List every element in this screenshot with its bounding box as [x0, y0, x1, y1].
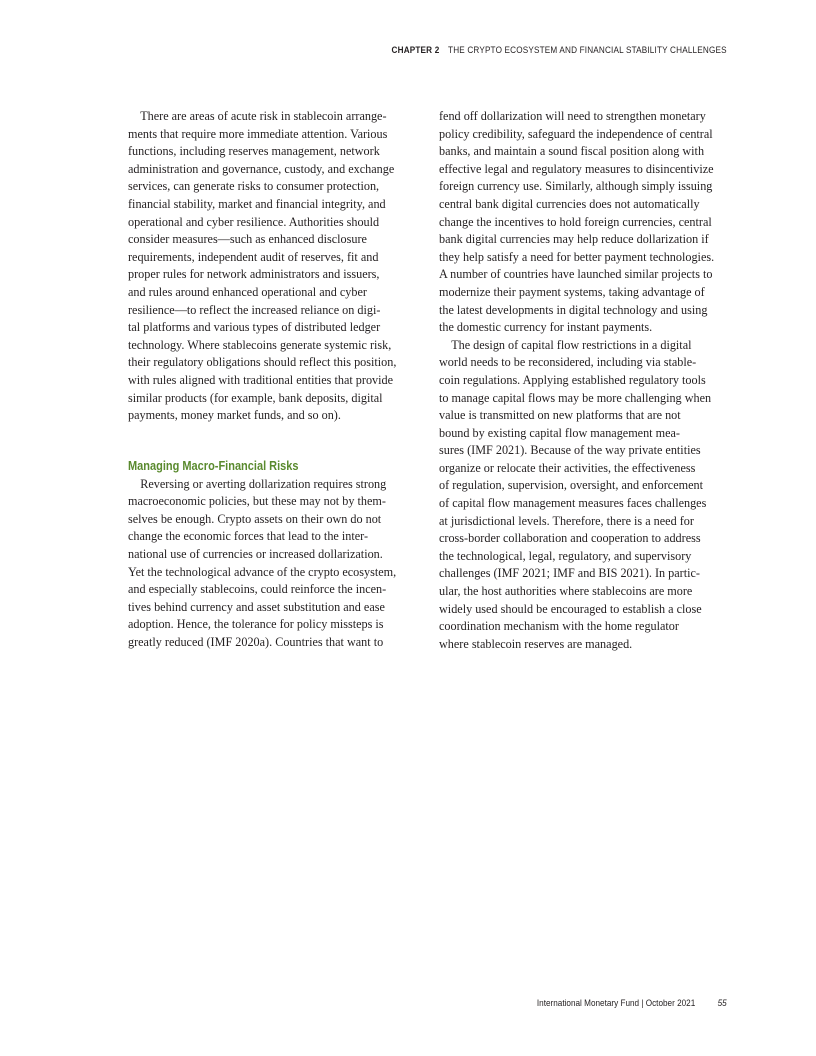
right-column: [439, 108, 729, 653]
paragraph-monetary-credibility: [439, 108, 729, 337]
text-line: organize or relocate their activities, the effectiveness: [439, 460, 696, 475]
text-line: macroeconomic policies, but these may not by them-: [128, 494, 386, 509]
text-line: payments, money market funds, and so on).: [128, 408, 341, 423]
text-line: at jurisdictional levels. Therefore, there is a need for: [439, 513, 694, 528]
text-line: The design of capital flow restrictions in a digital: [439, 337, 692, 352]
text-line: resilience—to reflect the increased reliance on digi-: [128, 302, 381, 317]
text-line: foreign currency use. Similarly, although simply issuing: [439, 179, 713, 194]
page-number: 55: [717, 998, 727, 1009]
text-line: sures (IMF 2021). Because of the way private entities: [439, 443, 701, 458]
chapter-label: CHAPTER 2: [391, 45, 440, 56]
text-line: bound by existing capital flow management mea-: [439, 425, 680, 440]
publication-info: International Monetary Fund | October 2021: [537, 998, 696, 1009]
paragraph-capital-flow: [439, 337, 729, 654]
text-line: the latest developments in digital technology and using: [439, 302, 708, 317]
text-line: greatly reduced (IMF 2020a). Countries that want to: [128, 635, 384, 650]
text-line: policy credibility, safeguard the independence of central: [439, 126, 713, 141]
text-line: bank digital currencies may help reduce dollarization if: [439, 232, 709, 247]
text-line: widely used should be encouraged to establish a close: [439, 601, 702, 616]
text-line: coordination mechanism with the home regulator: [439, 619, 679, 634]
text-line: banks, and maintain a sound fiscal position along with: [439, 144, 705, 159]
text-line: financial stability, market and financial integrity, and: [128, 196, 386, 211]
text-line: world needs to be reconsidered, including via stable-: [439, 355, 697, 370]
text-line: similar products (for example, bank deposits, digital: [128, 390, 383, 405]
text-line: coin regulations. Applying established regulatory tools: [439, 372, 706, 387]
text-line: selves be enough. Crypto assets on their own do not: [128, 511, 382, 526]
paragraph-stablecoin-risk: [128, 108, 418, 425]
text-line: where stablecoin reserves are managed.: [439, 636, 633, 651]
text-line: There are areas of acute risk in stablecoin arrange-: [128, 109, 387, 123]
text-line: adoption. Hence, the tolerance for policy missteps is: [128, 617, 384, 632]
text-line: ular, the host authorities where stablecoins are more: [439, 584, 693, 599]
text-line: the technological, legal, regulatory, and supervisory: [439, 548, 692, 563]
text-line: to manage capital flows may be more challenging when: [439, 390, 712, 405]
text-line: value is transmitted on new platforms that are not: [439, 408, 681, 423]
text-line: Yet the technological advance of the crypto ecosystem,: [128, 564, 397, 579]
running-header: [392, 45, 727, 56]
text-line: fend off dollarization will need to strengthen monetary: [439, 109, 706, 123]
text-line: administration and governance, custody, and exchange: [128, 161, 395, 176]
text-line: consider measures—such as enhanced disclosure: [128, 232, 367, 247]
text-line: modernize their payment systems, taking advantage of: [439, 284, 705, 299]
paragraph-dollarization: [128, 476, 418, 652]
chapter-title: THE CRYPTO ECOSYSTEM AND FINANCIAL STABILITY CHALLENGES: [448, 45, 727, 56]
text-line: change the economic forces that lead to the inter-: [128, 529, 369, 544]
text-line: they help satisfy a need for better payment technologies.: [439, 249, 715, 264]
text-line: technology. Where stablecoins generate systemic risk,: [128, 337, 392, 352]
text-line: functions, including reserves management, network: [128, 144, 380, 159]
text-line: A number of countries have launched similar projects to: [439, 267, 713, 282]
text-line: operational and cyber resilience. Authorities should: [128, 214, 380, 229]
text-line: requirements, independent audit of reserves, fit and: [128, 249, 379, 264]
text-line: challenges (IMF 2021; IMF and BIS 2021). In partic-: [439, 566, 700, 581]
text-line: central bank digital currencies does not automatically: [439, 196, 700, 211]
text-line: and rules around enhanced operational and cyber: [128, 284, 367, 299]
text-line: tal platforms and various types of distributed ledger: [128, 320, 381, 335]
section-heading: Managing Macro-Financial Risks: [128, 458, 299, 473]
text-line: of regulation, supervision, oversight, and enforcement: [439, 478, 703, 493]
text-line: ments that require more immediate attention. Various: [128, 126, 388, 141]
text-line: cross-border collaboration and cooperation to address: [439, 531, 701, 546]
text-line: national use of currencies or increased dollarization.: [128, 547, 383, 562]
text-line: with rules aligned with traditional entities that provide: [128, 372, 394, 387]
page-footer: [537, 998, 727, 1009]
text-line: of capital flow management measures faces challenges: [439, 496, 707, 511]
text-line: change the incentives to hold foreign currencies, central: [439, 214, 712, 229]
text-line: tives behind currency and asset substitution and ease: [128, 599, 385, 614]
text-line: their regulatory obligations should reflect this position,: [128, 355, 397, 370]
text-line: Reversing or averting dollarization requires strong: [128, 476, 387, 491]
text-line: proper rules for network administrators and issuers,: [128, 267, 380, 282]
text-line: the domestic currency for instant payments.: [439, 320, 653, 335]
text-line: effective legal and regulatory measures to disincentivize: [439, 161, 714, 176]
left-column: [128, 108, 418, 652]
text-line: services, can generate risks to consumer protection,: [128, 179, 380, 194]
text-line: and especially stablecoins, could reinforce the incen-: [128, 582, 387, 597]
